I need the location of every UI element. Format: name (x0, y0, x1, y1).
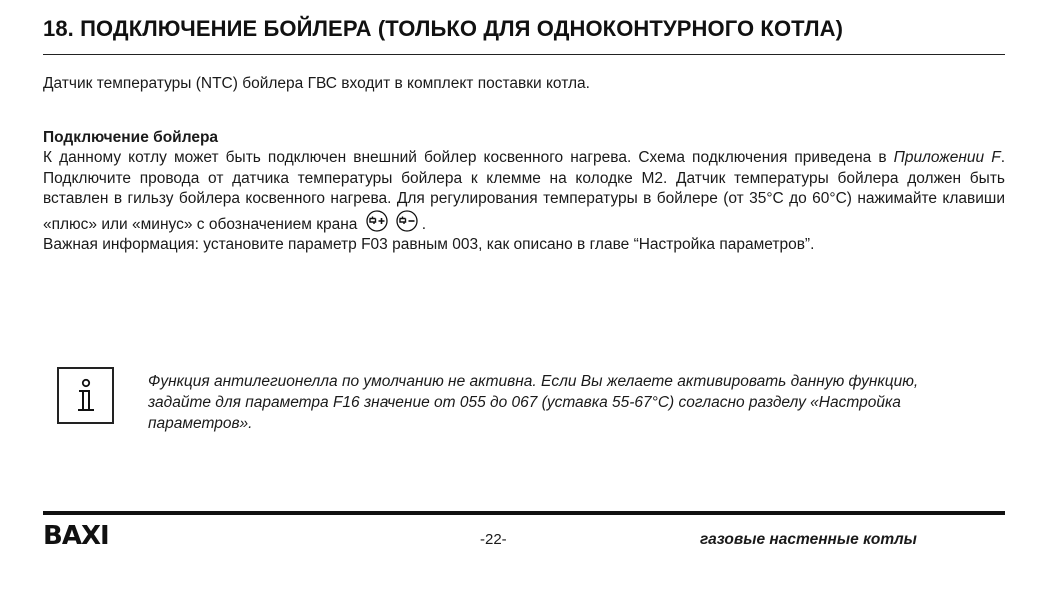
important-info: Важная информация: установите параметр F03 равным 003, как описано в главе “Настройка параметров”. (43, 236, 815, 253)
brand-logo: BAXI (43, 521, 109, 551)
legionella-note: Функция антилегионелла по умолчанию не активна. Если Вы желаете активировать данную функцию, задайте для параметра F16 значение от 055 до 067 (уставка 55-67°C) согласно разделу «Настройка параметров». (148, 373, 919, 432)
dhw-minus-icon (394, 210, 422, 232)
page-title: 18. ПОДКЛЮЧЕНИЕ БОЙЛЕРА (ТОЛЬКО ДЛЯ ОДНОКОНТУРНОГО КОТЛА) (43, 16, 844, 41)
dhw-plus-icon (364, 210, 392, 232)
page-number: -22- (480, 531, 507, 548)
body-text-a: К данному котлу может быть подключен внешний бойлер косвенного нагрева. Схема подключения приведена в (43, 149, 894, 166)
body-text-end: . (421, 215, 427, 233)
appendix-reference: Приложении F (893, 149, 1001, 166)
section-heading: Подключение бойлера (43, 129, 219, 146)
body-text-b: . Подключите провода от датчика температуры бойлера к клемме на колодке M2. Датчик температуры бойлера должен быть вставлен в гильзу бойлера косвенного нагрева. Для регулирования температуры в бойлере (от 35°C до 60°C) нажимайте клавиши «плюс» или «минус» с обозначением крана (43, 149, 1005, 233)
footer-caption: газовые настенные котлы (700, 531, 917, 548)
intro-text: Датчик температуры (NTC) бойлера ГВС входит в комплект поставки котла. (43, 75, 590, 92)
title-divider (43, 54, 1005, 55)
section-body (43, 148, 1005, 256)
info-icon (57, 367, 114, 424)
footer-divider (43, 511, 1005, 515)
